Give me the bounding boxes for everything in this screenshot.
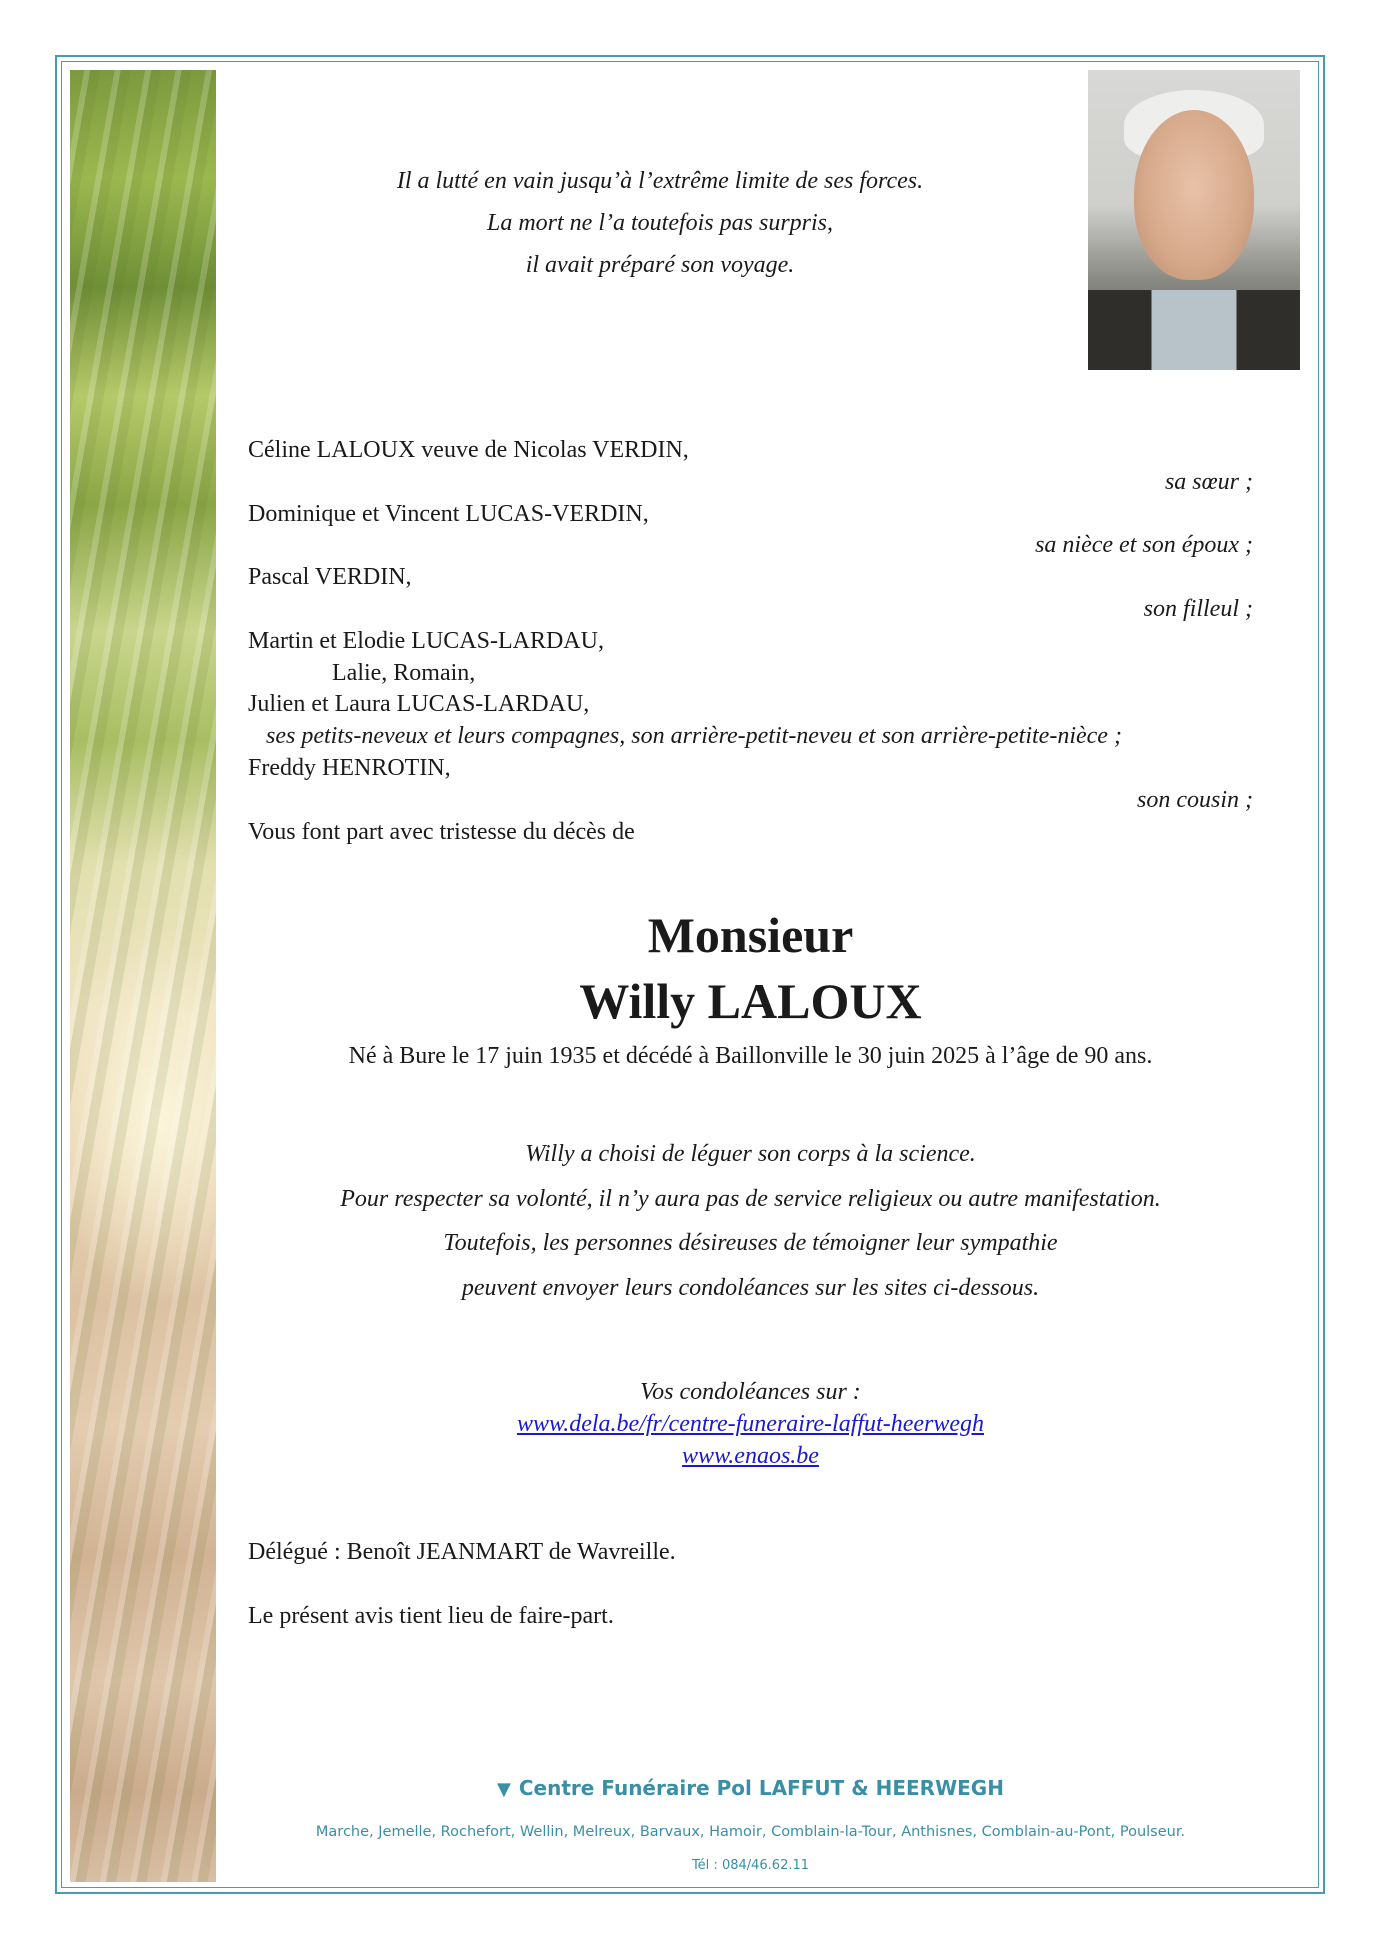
family-member: Pascal VERDIN, <box>248 564 412 591</box>
funeral-home-towns: Marche, Jemelle, Rochefort, Wellin, Melreux, Barvaux, Hamoir, Comblain-la-Tour, Anthisnes, Comblain-au-Pont, Poulseur. <box>315 1824 1186 1840</box>
family-member: Lalie, Romain, <box>332 659 476 686</box>
family-list <box>248 435 1253 848</box>
portrait-face <box>1134 110 1254 280</box>
portrait-photo <box>1088 70 1300 370</box>
condolences-heading: Vos condoléances sur : <box>640 1379 861 1405</box>
dela-link[interactable]: www.dela.be/fr/centre-funeraire-laffut-heerwegh <box>516 1411 984 1437</box>
funeral-home-footer <box>248 1770 1253 1882</box>
funeral-home-name-row <box>248 1770 1253 1808</box>
portrait-shirt <box>1088 290 1300 370</box>
deceased-heading <box>248 902 1253 1034</box>
opening-quote <box>300 160 1020 286</box>
notice-line: Toutefois, les personnes désireuses de témoigner leur sympathie <box>443 1230 1058 1256</box>
family-relation: son cousin ; <box>1137 786 1253 813</box>
funeral-notice <box>248 1132 1253 1310</box>
delegate-line: Délégué : Benoît JEANMART de Wavreille. <box>248 1539 676 1565</box>
funeral-home-phone: Tél : 084/46.62.11 <box>691 1858 810 1873</box>
notice-line: Willy a choisi de léguer son corps à la science. <box>525 1141 976 1167</box>
deceased-name: Willy LALOUX <box>579 973 922 1029</box>
family-member: Dominique et Vincent LUCAS-VERDIN, <box>248 500 649 527</box>
funeral-home-name: Centre Funéraire Pol LAFFUT & HEERWEGH <box>518 1776 1004 1800</box>
family-member: Freddy HENROTIN, <box>248 754 451 781</box>
family-relation: sa nièce et son époux ; <box>1035 532 1253 559</box>
family-relation: ses petits-neveux et leurs compagnes, son arrière-petit-neveu et son arrière-petite-nièce ; <box>266 723 1122 750</box>
enaos-link[interactable]: www.enaos.be <box>682 1443 819 1469</box>
notice-line: peuvent envoyer leurs condoléances sur les sites ci-dessous. <box>461 1274 1040 1301</box>
family-member: Julien et Laura LUCAS-LARDAU, <box>248 691 590 718</box>
triangle-down-icon: ▼ <box>497 1779 511 1800</box>
condolences-block <box>248 1376 1253 1472</box>
quote-line: il avait préparé son voyage. <box>525 252 795 278</box>
forest-path-image <box>70 70 216 1882</box>
family-relation: sa sœur ; <box>1164 468 1253 495</box>
quote-line: Il a lutté en vain jusqu’à l’extrême limite de ses forces. <box>396 168 924 194</box>
announcement-intro: Vous font part avec tristesse du décès de <box>248 818 635 845</box>
birth-death-line: Né à Bure le 17 juin 1935 et décédé à Baillonville le 30 juin 2025 à l’âge de 90 ans. <box>348 1043 1153 1069</box>
family-member: Martin et Elodie LUCAS-LARDAU, <box>248 627 604 654</box>
notice-line: Pour respecter sa volonté, il n’y aura pas de service religieux ou autre manifestation. <box>340 1185 1161 1212</box>
family-member: Céline LALOUX veuve de Nicolas VERDIN, <box>248 437 689 463</box>
deceased-title: Monsieur <box>647 907 854 963</box>
quote-line: La mort ne l’a toutefois pas surpris, <box>486 210 834 236</box>
present-notice: Le présent avis tient lieu de faire-part. <box>248 1603 614 1629</box>
family-relation: son filleul ; <box>1143 595 1253 622</box>
